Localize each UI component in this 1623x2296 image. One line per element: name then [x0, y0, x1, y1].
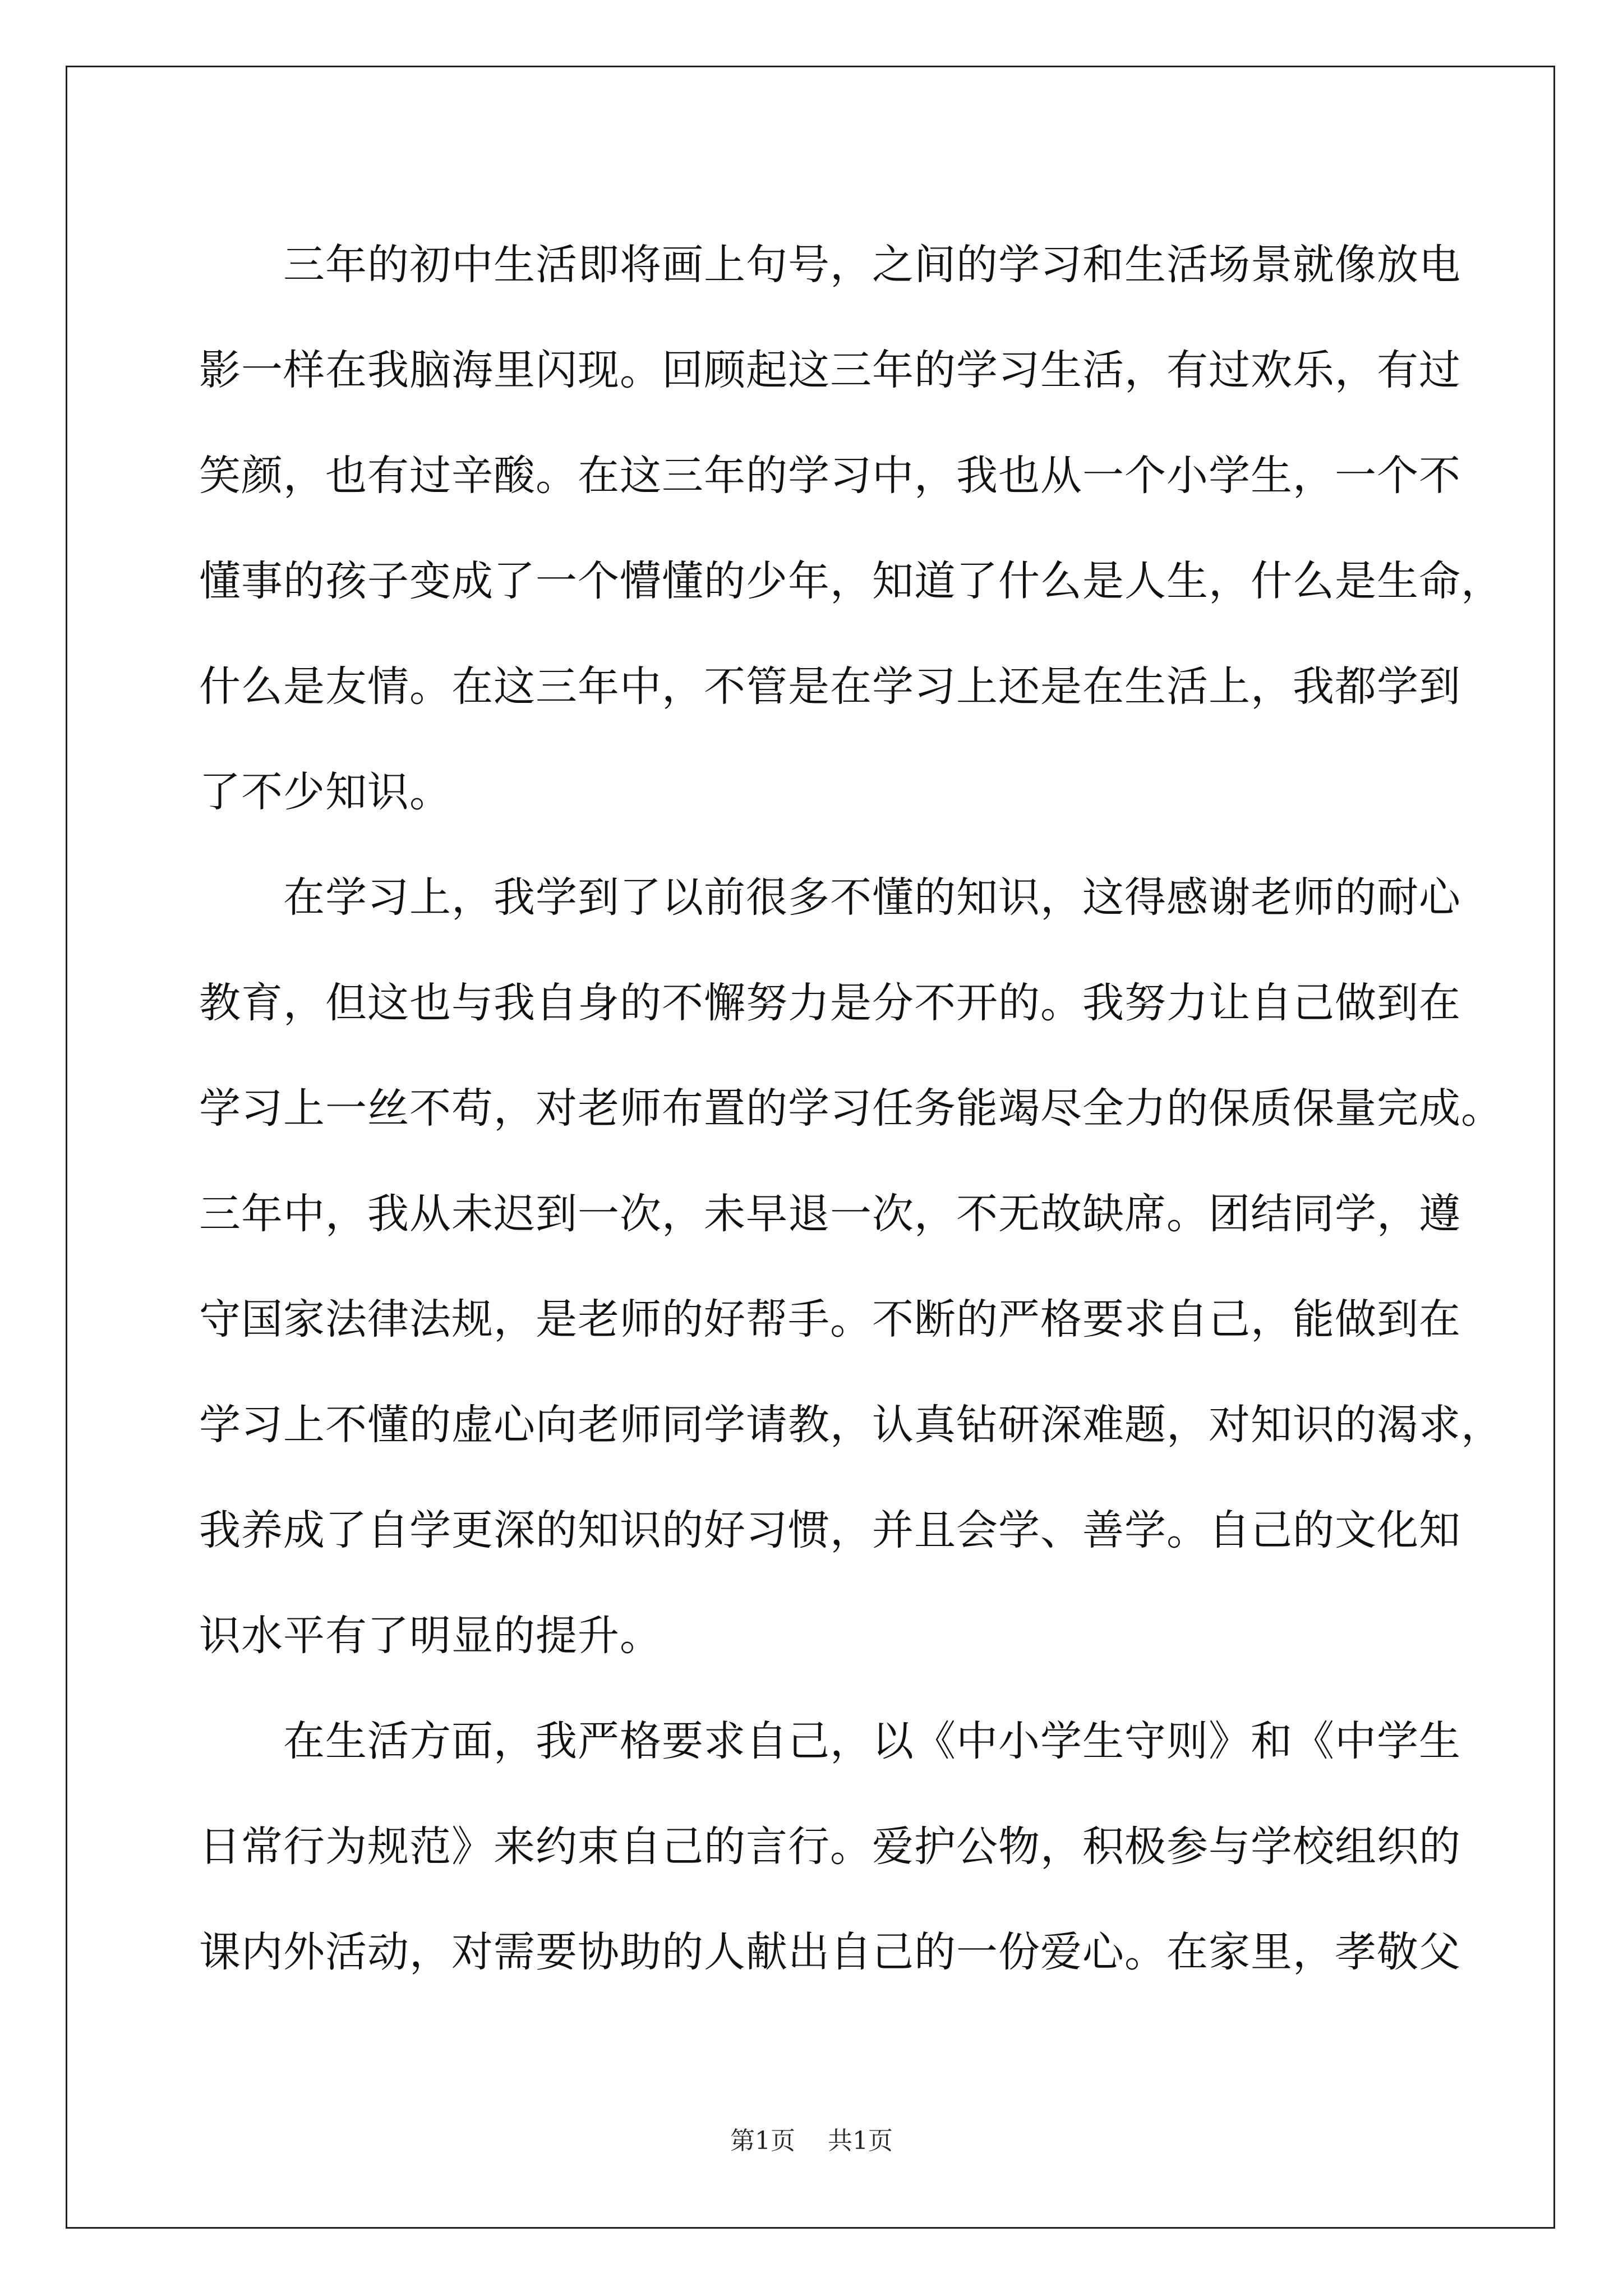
text-line: 在生活方面，我严格要求自己，以《中小学生守则》和《中学生	[199, 1717, 1461, 1765]
text-line: 学习上一丝不苟，对老师布置的学习任务能竭尽全力的保质保量完成。	[199, 1084, 1503, 1133]
text-line: 三年的初中生活即将画上句号，之间的学习和生活场景就像放电	[199, 241, 1461, 289]
text-line: 守国家法律法规，是老师的好帮手。不断的严格要求自己，能做到在	[199, 1295, 1461, 1343]
document-body	[199, 212, 1503, 2005]
page-number: 第1页	[730, 2127, 795, 2155]
text-line: 了不少知识。	[199, 768, 451, 816]
text-line: 课内外活动，对需要协助的人献出自己的一份爱心。在家里，孝敬父	[199, 1928, 1461, 1976]
page-footer	[0, 2120, 1623, 2156]
text-line: 影一样在我脑海里闪现。回顾起这三年的学习生活，有过欢乐，有过	[199, 346, 1461, 394]
text-line: 在学习上，我学到了以前很多不懂的知识，这得感谢老师的耐心	[199, 873, 1461, 922]
text-line: 什么是友情。在这三年中，不管是在学习上还是在生活上，我都学到	[199, 662, 1461, 711]
text-line: 三年中，我从未迟到一次，未早退一次，不无故缺席。团结同学，遵	[199, 1190, 1461, 1238]
text-line: 教育，但这也与我自身的不懈努力是分不开的。我努力让自己做到在	[199, 979, 1461, 1027]
text-line: 懂事的孩子变成了一个懵懂的少年，知道了什么是人生，什么是生命，	[199, 557, 1503, 605]
text-line: 我养成了自学更深的知识的好习惯，并且会学、善学。自己的文化知	[199, 1506, 1461, 1554]
text-line: 识水平有了明显的提升。	[199, 1612, 662, 1660]
page-total: 共1页	[828, 2127, 893, 2155]
text-line: 日常行为规范》来约束自己的言行。爱护公物，积极参与学校组织的	[199, 1823, 1461, 1871]
text-line: 笑颜，也有过辛酸。在这三年的学习中，我也从一个小学生，一个不	[199, 452, 1461, 500]
text-line: 学习上不懂的虚心向老师同学请教，认真钻研深难题，对知识的渴求，	[199, 1401, 1503, 1449]
